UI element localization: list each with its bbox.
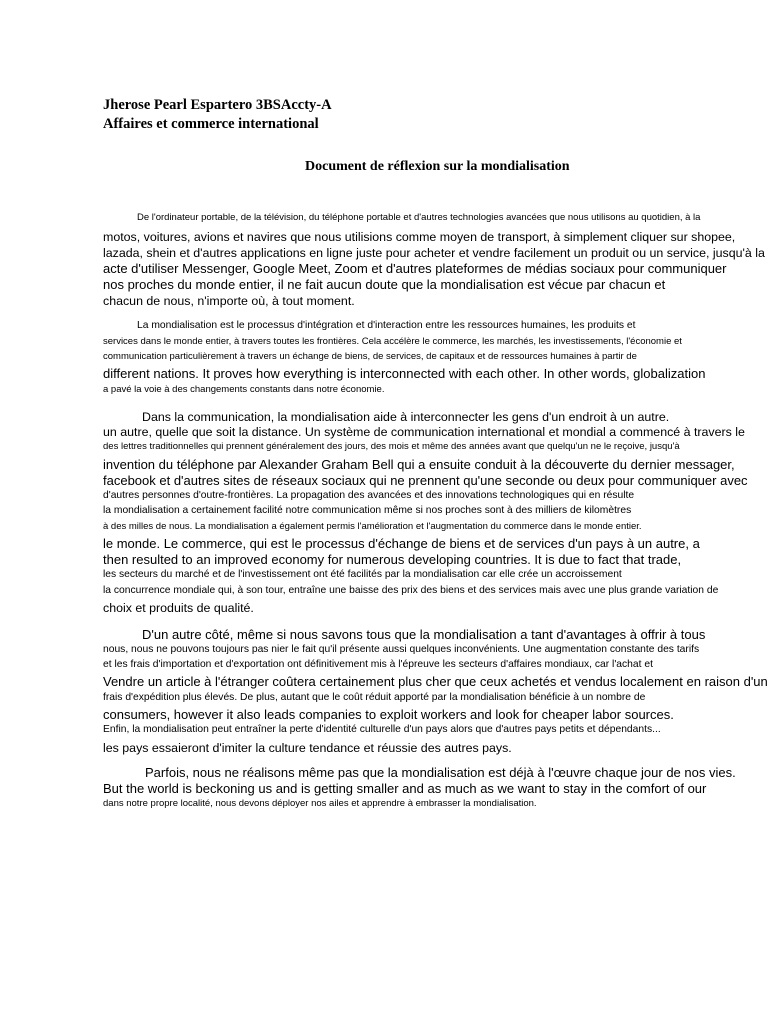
paragraph-line: D'un autre côté, même si nous savons tous que la mondialisation a tant d'avantages à offrir à tous: [142, 627, 706, 642]
paragraph-line: chacun de nous, n'importe où, à tout moment.: [103, 294, 355, 308]
paragraph-line: Parfois, nous ne réalisons même pas que la mondialisation est déjà à l'œuvre chaque jour de nos vies.: [145, 765, 736, 780]
paragraph-line: le monde. Le commerce, qui est le processus d'échange de biens et de services d'un pays à un autre, a: [103, 536, 700, 551]
paragraph-line: frais d'expédition plus élevés. De plus, autant que le coût réduit apporté par la mondialisation bénéficie à un nombre de: [103, 692, 646, 703]
paragraph-line: a pavé la voie à des changements constants dans notre économie.: [103, 384, 385, 395]
paragraph-line: les secteurs du marché et de l'investissement ont été facilités par la mondialisation car elle crée un accroissement: [103, 569, 622, 580]
paragraph-line: facebook et d'autres sites de réseaux sociaux qui ne prennent qu'une seconde ou deux pour communiquer avec: [103, 473, 748, 488]
course-line: Affaires et commerce international: [103, 116, 319, 132]
paragraph-line: La mondialisation est le processus d'intégration et d'interaction entre les ressources humaines, les produits et: [137, 320, 636, 331]
paragraph-line: then resulted to an improved economy for numerous developing countries. It is due to fact that trade,: [103, 552, 682, 567]
paragraph-line: services dans le monde entier, à travers toutes les frontières. Cela accélère le commerce, les marchés, les investissements, l'économie et: [103, 336, 682, 347]
paragraph-line: Dans la communication, la mondialisation aide à interconnecter les gens d'un endroit à un autre.: [142, 410, 670, 424]
paragraph-line: d'autres personnes d'outre-frontières. La propagation des avancées et des innovations technologiques qui en résulte: [103, 490, 635, 501]
paragraph-line: Vendre un article à l'étranger coûtera certainement plus cher que ceux achetés et vendus localement en raison d'un: [103, 674, 768, 689]
paragraph-line: different nations. It proves how everything is interconnected with each other. In other words, globalization: [103, 366, 706, 381]
paragraph-line: à des milles de nous. La mondialisation a également permis l'amélioration et l'augmentation du commerce dans le monde entier.: [103, 521, 642, 532]
paragraph-line: nous, nous ne pouvons toujours pas nier le fait qu'il présente aussi quelques inconvénients. Une augmentation constante des tarifs: [103, 644, 700, 655]
author-line: Jherose Pearl Espartero 3BSAccty-A: [103, 97, 332, 113]
paragraph-line: la concurrence mondiale qui, à son tour, entraîne une baisse des prix des biens et des services mais avec une plus grande variation de: [103, 585, 719, 596]
paragraph-line: et les frais d'importation et d'exportation ont définitivement mis à l'épreuve les secteurs d'affaires mondiaux, car l'achat et: [103, 659, 653, 670]
paragraph-line: But the world is beckoning us and is getting smaller and as much as we want to stay in the comfort of our: [103, 781, 707, 796]
paragraph-line: De l'ordinateur portable, de la télévision, du téléphone portable et d'autres technologies avancées que nous utilisons au quotidien, à la: [137, 212, 701, 223]
paragraph-line: invention du téléphone par Alexander Graham Bell qui a ensuite conduit à la découverte du dernier messager,: [103, 457, 735, 472]
paragraph-line: choix et produits de qualité.: [103, 601, 254, 615]
paragraph-line: dans notre propre localité, nous devons déployer nos ailes et apprendre à embrasser la mondialisation.: [103, 798, 537, 809]
paragraph-line: acte d'utiliser Messenger, Google Meet, Zoom et d'autres plateformes de médias sociaux pour communiquer: [103, 261, 727, 276]
paragraph-line: motos, voitures, avions et navires que nous utilisions comme moyen de transport, à simplement cliquer sur shopee,: [103, 230, 736, 244]
paragraph-line: lazada, shein et d'autres applications en ligne juste pour acheter et vendre facilement un produit ou un service, jusqu'à la: [103, 246, 765, 260]
document-title: Document de réflexion sur la mondialisation: [305, 159, 570, 174]
paragraph-line: consumers, however it also leads companies to exploit workers and look for cheaper labor sources.: [103, 707, 674, 722]
paragraph-line: des lettres traditionnelles qui prennent généralement des jours, des mois et même des années avant que quelqu'un ne le reçoive, jusqu'à: [103, 441, 680, 452]
paragraph-line: nos proches du monde entier, il ne fait aucun doute que la mondialisation est vécue par chacun et: [103, 277, 666, 292]
paragraph-line: un autre, quelle que soit la distance. Un système de communication international et mondial a commencé à travers le: [103, 425, 745, 439]
paragraph-line: les pays essaieront d'imiter la culture tendance et réussie des autres pays.: [103, 741, 512, 755]
paragraph-line: communication particulièrement à travers un échange de biens, de services, de capitaux et de ressources humaines à partir de: [103, 351, 637, 362]
paragraph-line: la mondialisation a certainement facilité notre communication même si nos proches sont à des milliers de kilomètres: [103, 505, 632, 516]
paragraph-line: Enfin, la mondialisation peut entraîner la perte d'identité culturelle d'un pays alors que d'autres pays petits et dépendants...: [103, 724, 661, 735]
